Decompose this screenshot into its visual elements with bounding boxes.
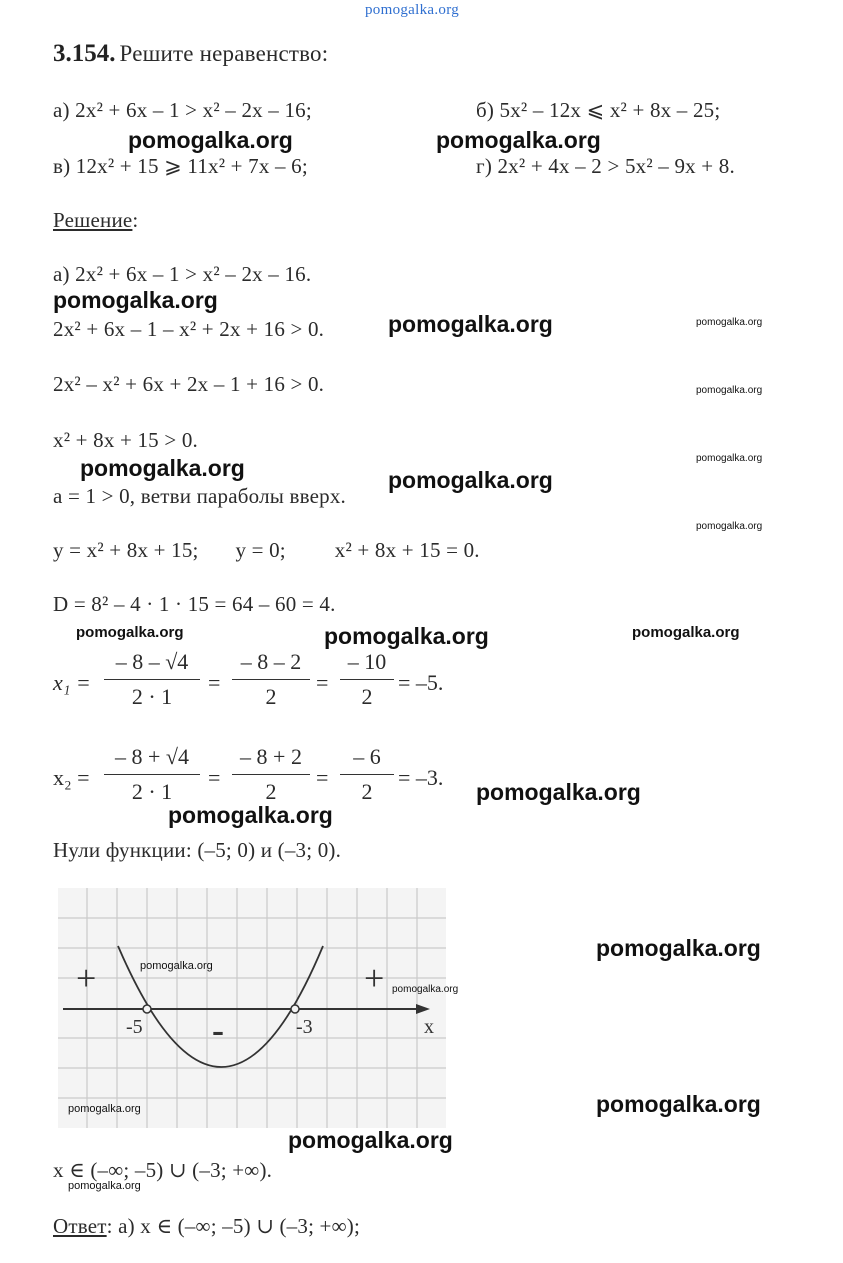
watermark[interactable]: pomogalka.org <box>388 467 553 493</box>
fraction-bar <box>340 679 394 680</box>
x2-fraction-3 <box>340 742 394 807</box>
watermark[interactable]: pomogalka.org <box>596 1091 761 1117</box>
item-a-label: а) <box>53 98 70 122</box>
watermark[interactable]: pomogalka.org <box>596 935 761 961</box>
watermark[interactable]: pomogalka.org <box>696 521 763 532</box>
watermark[interactable]: pomogalka.org <box>476 779 641 805</box>
x2-eq-2: = <box>316 765 329 790</box>
x2-f3-denominator: 2 <box>361 779 373 804</box>
x1-f3-numerator: – 10 <box>347 649 387 674</box>
line6-part-a: y = x² + 8x + 15; <box>53 538 199 562</box>
x1-f3-denominator: 2 <box>361 684 373 709</box>
solution-heading-label: Решение <box>53 208 133 232</box>
watermark[interactable]: pomogalka.org <box>128 127 293 153</box>
watermark[interactable]: pomogalka.org <box>436 127 601 153</box>
problem-header <box>53 40 328 68</box>
parabola-graph <box>58 888 446 1128</box>
problem-item-v <box>53 154 308 179</box>
fraction-bar <box>104 679 200 680</box>
x2-f1-numerator: – 8 + √4 <box>115 744 189 769</box>
x2-f3-numerator: – 6 <box>353 744 381 769</box>
final-answer <box>53 1214 360 1239</box>
watermark[interactable]: pomogalka.org <box>68 1180 141 1192</box>
solution-line-6 <box>53 538 480 563</box>
item-b-label: б) <box>476 98 495 122</box>
x1-label: x₁ = <box>53 670 91 695</box>
watermark[interactable]: pomogalka.org <box>392 984 459 995</box>
item-g-text: 2x² + 4x – 2 > 5x² – 9x + 8. <box>497 154 735 178</box>
problem-number: 3.154. <box>53 40 116 67</box>
fraction-bar <box>340 774 394 775</box>
solution-line-3: 2x² – x² + 6x + 2x – 1 + 16 > 0. <box>53 372 325 396</box>
x1-fraction-1 <box>104 647 200 712</box>
watermark[interactable]: pomogalka.org <box>80 455 245 481</box>
x1-fraction-2 <box>232 647 310 712</box>
x2-fraction-1 <box>104 742 200 807</box>
root-point-right <box>291 1005 299 1013</box>
item-v-text: 12x² + 15 ⩾ 11x² + 7x – 6; <box>75 154 308 178</box>
watermark[interactable]: pomogalka.org <box>68 1103 141 1115</box>
fraction-bar <box>232 679 310 680</box>
x1-eq-2: = <box>316 670 329 695</box>
x2-f1-denominator: 2 · 1 <box>131 779 173 804</box>
item-g-label: г) <box>476 154 493 178</box>
solution-heading-colon: : <box>132 208 139 232</box>
plus-sign-left: + <box>76 958 97 998</box>
x1-eq-1: = <box>208 670 221 695</box>
fraction-bar <box>104 774 200 775</box>
solution-line-4: x² + 8x + 15 > 0. <box>53 428 198 452</box>
watermark[interactable]: pomogalka.org <box>76 624 184 641</box>
solution-line-7: D = 8² – 4 · 1 · 15 = 64 – 60 = 4. <box>53 592 336 616</box>
solution-line-5: a = 1 > 0, ветви параболы вверх. <box>53 484 347 508</box>
fraction-bar <box>232 774 310 775</box>
x2-fraction-2 <box>232 742 310 807</box>
root-label-left: -5 <box>126 1016 143 1038</box>
item-v-label: в) <box>53 154 71 178</box>
root-label-right: -3 <box>296 1016 313 1038</box>
set-answer: x ∈ (–∞; –5) ∪ (–3; +∞). <box>53 1158 273 1182</box>
x2-label: x₂ = <box>53 765 90 790</box>
problem-item-b <box>476 98 720 123</box>
x1-f1-numerator: – 8 – √4 <box>115 649 189 674</box>
watermark[interactable]: pomogalka.org <box>140 960 213 972</box>
watermark[interactable]: pomogalka.org <box>288 1127 453 1153</box>
problem-item-a <box>53 98 312 123</box>
item-b-text: 5x² – 12x ⩽ x² + 8x – 25; <box>499 98 721 122</box>
axis-label-x: x <box>424 1016 434 1038</box>
x1-f2-denominator: 2 <box>265 684 277 709</box>
root-point-left <box>143 1005 151 1013</box>
watermark[interactable]: pomogalka.org <box>632 624 740 641</box>
solution-line-1: а) 2x² + 6x – 1 > x² – 2x – 16. <box>53 262 312 286</box>
watermark[interactable]: pomogalka.org <box>388 311 553 337</box>
x2-f2-numerator: – 8 + 2 <box>240 744 302 769</box>
plus-sign-right: + <box>364 958 385 998</box>
watermark[interactable]: pomogalka.org <box>696 385 763 396</box>
answer-label: Ответ <box>53 1214 107 1238</box>
function-zeros: Нули функции: (–5; 0) и (–3; 0). <box>53 838 342 862</box>
x2-result: = –3. <box>398 765 444 790</box>
x2-eq-1: = <box>208 765 221 790</box>
item-a-text: 2x² + 6x – 1 > x² – 2x – 16; <box>75 98 312 122</box>
line6-part-b: y = 0; <box>235 538 286 562</box>
watermark[interactable]: pomogalka.org <box>168 802 333 828</box>
x1-f2-numerator: – 8 – 2 <box>240 649 302 674</box>
problem-statement: Решите неравенство: <box>119 41 329 66</box>
watermark[interactable]: pomogalka.org <box>696 453 763 464</box>
problem-item-g <box>476 154 735 179</box>
x1-f1-denominator: 2 · 1 <box>131 684 173 709</box>
line6-part-c: x² + 8x + 15 = 0. <box>334 538 480 562</box>
watermark-top[interactable]: pomogalka.org <box>365 2 460 18</box>
x2-f2-denominator: 2 <box>265 779 277 804</box>
watermark[interactable]: pomogalka.org <box>324 623 489 649</box>
x1-result: = –5. <box>398 670 444 695</box>
x1-fraction-3 <box>340 647 394 712</box>
minus-sign: - <box>212 1010 224 1050</box>
solution-line-2: 2x² + 6x – 1 – x² + 2x + 16 > 0. <box>53 317 325 341</box>
watermark[interactable]: pomogalka.org <box>53 287 218 313</box>
watermark[interactable]: pomogalka.org <box>696 317 763 328</box>
answer-text: : а) x ∈ (–∞; –5) ∪ (–3; +∞); <box>106 1214 360 1238</box>
solution-heading <box>53 208 138 233</box>
